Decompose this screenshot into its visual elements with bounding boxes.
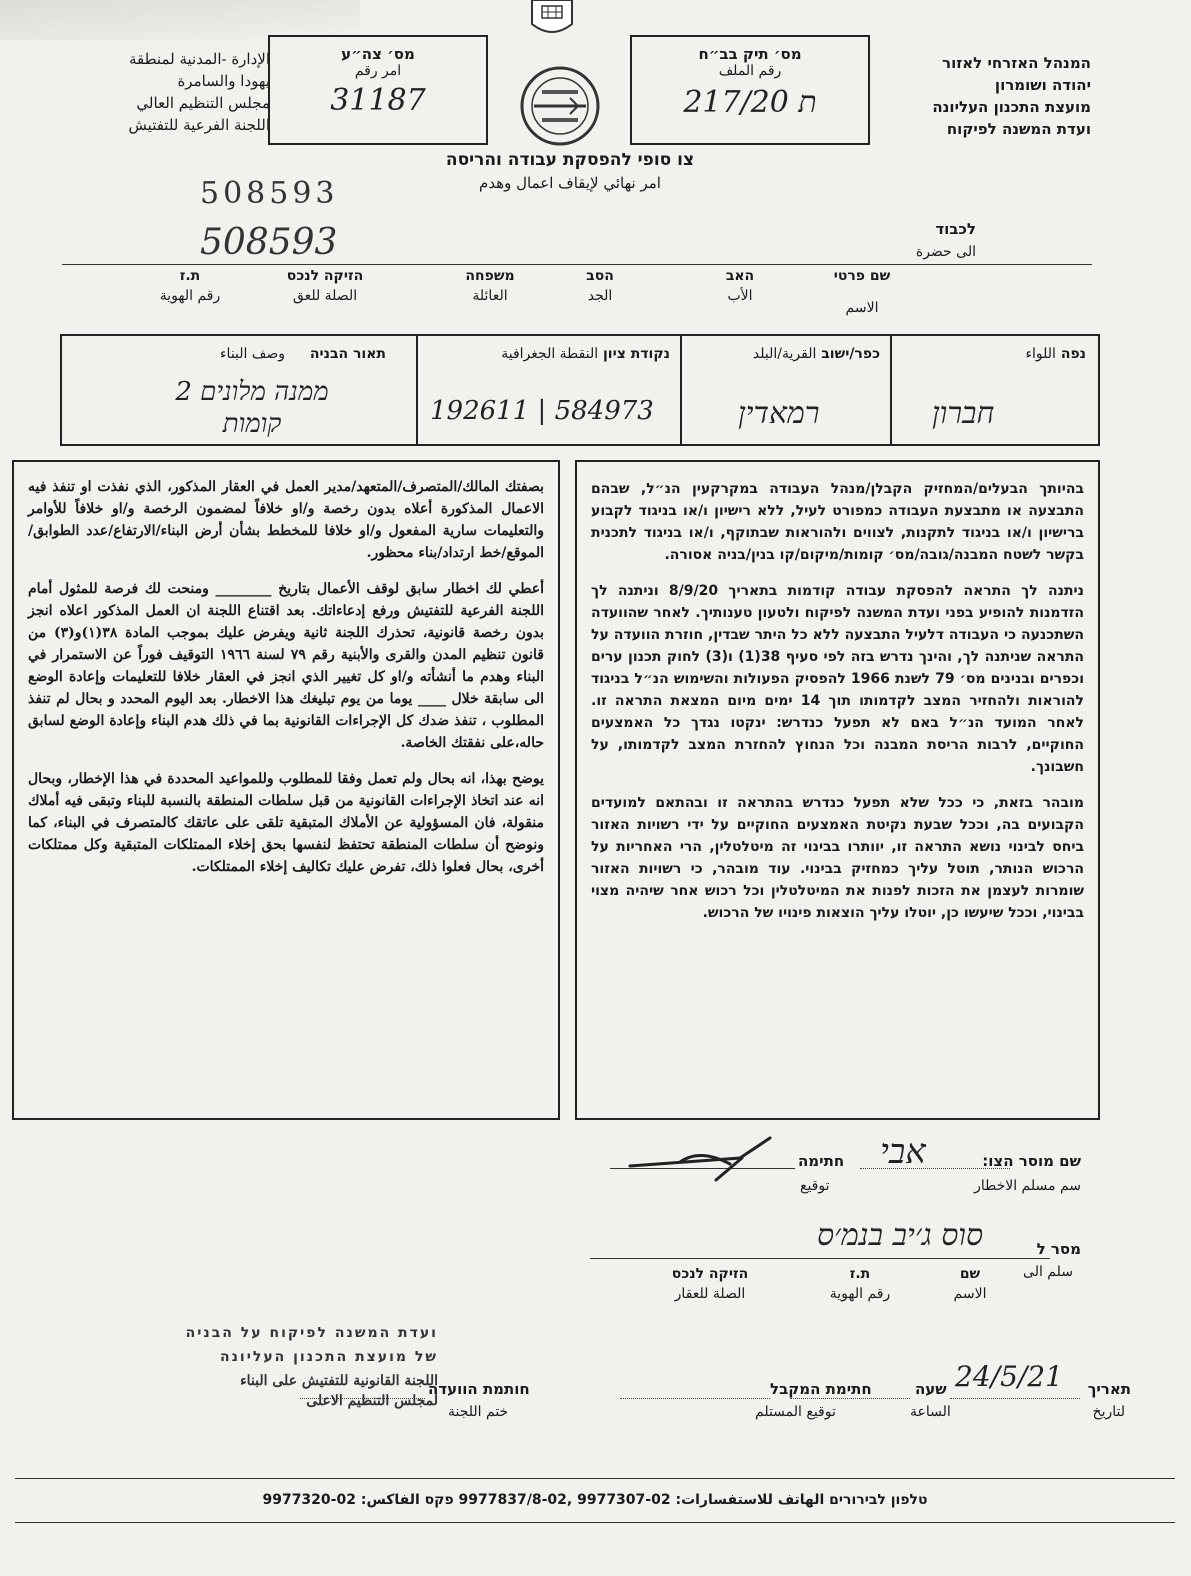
file-box-value: 217/20 ת bbox=[683, 85, 817, 120]
date-line bbox=[950, 1398, 1080, 1399]
location-col-village: כפר/ישוב القرية/البلد רמאדין bbox=[680, 336, 890, 444]
committee-stamp-label-he: חותמת הוועדה bbox=[428, 1380, 530, 1398]
body-arabic-box bbox=[12, 460, 560, 1120]
delivered-to-value: סוס ג׳יב בנמ׳ס bbox=[816, 1218, 984, 1253]
committee-stamp-he-line: ועדת המשנה לפיקוח על הבניה bbox=[185, 1325, 438, 1341]
file-box-label-he: מס׳ תיק בב״ח bbox=[698, 45, 802, 63]
body-ar-paragraph: بصفتك المالك/المتصرف/المتعهد/مدير العمل في العقار المذكور، الذي نفذت او تنفذ فيه الاعمال المذكورة أعلاه بدون رخصة و/او خلافاً لمضمون الرخصة و/او خلافاً للأوامر والتعليمات سارية المفعول و/او خلافا للمخطط بشأن أرض البناء/الارتفاع/عدد الطوابق/الموقع/خط ارتداد/بناء محظور. bbox=[28, 479, 544, 561]
footer-contact: טלפון לבירורים الهاتف للاستفسارات: 02-9977307 ,02-9977837/8 פקס الفاكس: 02-9977320 bbox=[262, 1492, 928, 1508]
header-ar-line: الإدارة -المدنية لمنطقة bbox=[128, 50, 270, 68]
header-right-hebrew bbox=[881, 52, 1091, 140]
order-box-value: 31187 bbox=[330, 83, 426, 118]
header-ar-line: يهودا والسامرة bbox=[177, 72, 270, 90]
addressee-col-grandfather: הסב الجد bbox=[586, 268, 614, 304]
addressee-col-family: משפחה العائلة bbox=[465, 268, 515, 304]
header-he-line: יהודה ושומרון bbox=[994, 76, 1091, 94]
document-title-ar: امر نهائي لإيقاف اعمال وهدم bbox=[479, 174, 661, 192]
committee-stamp-label-ar: ختم اللجنة bbox=[448, 1404, 509, 1420]
district-value: חברון bbox=[932, 396, 995, 431]
body-he-paragraph: ניתנה לך התראה להפסקת עבודה קודמות בתאריך 8/9/20 וניתנה לך הזדמנות להופיע בפני ועדת המשנה לפיקוח ולטעון טענותיך. לאחר שהוועדה השתכנעה כי העבודה דלעיל התבצעה ללא כל היתר שבדין, חוזרת הוועדה על התראה שניתנה לך, והינך נדרש בזה לפי סעיף 38(1) ו(3) לחוק תכנון ערים וכפרים ובנינים מס׳ 79 לשנת 1966 להפסיק הפעולות והשימוש הנ״ל בניגוד להוראות ולהחזיר המצב לקדמותו תוך 14 ימים מיום המצאת התראה זו. לאחר המועד הנ״ל באם לא תפעל כנדרש: ינקטו נגדך כל האמצעים החוקיים, לרבות הריסת המבנה וכל הנחוץ להחזרת המצב לקדמותו, על חשבונך. bbox=[591, 583, 1085, 775]
addressee-col-id: ת.ז رقم الهوية bbox=[159, 268, 221, 304]
body-he-paragraph: בהיותך הבעלים/המחזיק הקבלן/מנהל העבודה במקרקעין הנ״ל, שבהם התבצעה או מתבצעת העבודה כמפורט לעיל, ללא רישיון ו/או בניגוד לקבוע ברישיון ו/או בניגוד לתקנות, לצווים ולהוראות שבתוקף, ו/או בניגוד לתכנית בקשר לשטח המבנה/גובה/מס׳ קומות/מיקום/קו בנין/בניה אסורה. bbox=[591, 481, 1084, 563]
committee-stamp-he-line: של מועצת התכנון העליונה bbox=[219, 1349, 438, 1365]
torn-corner bbox=[0, 0, 360, 40]
committee-rubber-stamp bbox=[128, 1325, 438, 1435]
order-box-label-he: מס׳ צה״ע bbox=[341, 45, 415, 63]
coordinates-value: 584973 | 192611 bbox=[430, 396, 654, 426]
description-value: ממנה מלונים 2 קומות bbox=[175, 377, 329, 439]
header-he-line: מועצת התכנון העליונה bbox=[932, 98, 1091, 116]
recipient-col-relation: הזיקה לנכס الصلة للعقار bbox=[671, 1266, 749, 1302]
addressee-line bbox=[62, 264, 1092, 265]
receiver-signature-label-ar: توقيع المستلم bbox=[755, 1404, 836, 1420]
body-ar-paragraph: يوضح بهذا، انه بحال ولم تعمل وفقا للمطلوب وللمواعيد المحددة في هذا الإخطار، وبحال انه عند اتخاذ الإجراءات القانونية من قبل سلطات المنطقة بالنسبة للبناء وتبقى فيه أملاك منقولة، فان المسؤولية عن الأملاك المتبقية تلقى على عاتقك كالمتصرف في البناء، كما ونوضح أن سلطات المنطقة تحتفظ لنفسها بحق إخلاء الممتلكات المتبقية وكل ممتلكات أخرى، بحال فعلوا ذلك، تفرض عليك تكاليف إخلاء الممتلكات. bbox=[28, 771, 544, 875]
addressee-col-relation: הזיקה לנכס الصلة للعق bbox=[286, 268, 364, 304]
recipient-col-name: שם الاسم bbox=[953, 1266, 987, 1302]
signature-scribble-icon bbox=[620, 1128, 790, 1188]
addressee-to-he: לכבוד bbox=[935, 220, 976, 238]
receiver-signature-label-he: חתימת המקבל bbox=[770, 1380, 872, 1398]
village-value: רמאדין bbox=[738, 396, 820, 431]
date-value: 24/5/21 bbox=[955, 1360, 1063, 1393]
body-he-paragraph: מובהר בזאת, כי ככל שלא תפעל כנדרש בהתראה זו ובהתאם למועדים הקבועים בה, וככל שבעת נקיטת האמצעים החוקיים על ידי רשויות האזור ביחס לבינוי נושא התראה זו, יוותרו בבינוי זה מיטלטלין, הרי האחריות על הרכוש הנותר, תוטל עליך כמחזיק בבינוי. עוד מובהר, כי רשויות האזור שומרות לעצמן את הזכות לפנות את המיטלטלין וכל רכוש אחר שיהיה מצוי בבינוי, וככל שיעשו כן, יוטלו עליך הוצאות פינויו של הרכוש. bbox=[591, 795, 1084, 921]
order-box-label-ar: امر رقم bbox=[354, 63, 402, 79]
date-label-he: תאריך bbox=[1087, 1380, 1131, 1398]
header-left-arabic bbox=[90, 48, 270, 136]
delivered-to-label-he: מסר ל bbox=[1036, 1240, 1081, 1258]
header-he-line: ועדת המשנה לפיקוח bbox=[946, 120, 1091, 138]
stamp-number: 508593 bbox=[200, 176, 339, 211]
signature-label-he: חתימה bbox=[798, 1152, 845, 1170]
document-title-he: צו סופי להפסקת עבודה והריסה bbox=[445, 150, 695, 170]
delivered-to-line bbox=[590, 1258, 1050, 1259]
location-col-coordinates: נקודת ציון النقطة الجغرافية 584973 | 192611 bbox=[416, 336, 680, 444]
location-col-district: נפה اللواء חברון bbox=[890, 336, 1098, 444]
file-number-box bbox=[630, 35, 870, 145]
recipient-col-id: ת.ז رقم الهوية bbox=[829, 1266, 891, 1302]
deliverer-label-he: שם מוסר הצו: bbox=[982, 1152, 1081, 1170]
addressee-col-first-name: שם פרטי الاسم bbox=[833, 268, 891, 316]
signature-label-ar: توقيع bbox=[800, 1178, 830, 1194]
hour-label-he: שעה bbox=[915, 1380, 947, 1398]
deliverer-line bbox=[860, 1168, 1010, 1169]
emblem-icon bbox=[528, 0, 576, 38]
round-seal-icon bbox=[518, 64, 602, 148]
footer-rule bbox=[15, 1478, 1175, 1479]
date-label-ar: لتاريخ bbox=[1092, 1404, 1125, 1420]
header-he-line: המנהל האזרחי לאזור bbox=[942, 54, 1091, 72]
location-table bbox=[60, 334, 1100, 446]
stamp-number-handwritten: 508593 bbox=[200, 222, 338, 263]
header-ar-line: مجلس التنظيم العالي bbox=[136, 94, 270, 112]
deliverer-value: אבי bbox=[880, 1132, 926, 1172]
receiver-signature-line bbox=[620, 1398, 770, 1399]
location-col-description: תאור הבניה وصف البناء ממנה מלונים 2 קומות bbox=[62, 336, 416, 444]
committee-stamp-ar-line: اللجنة القانونية للتفتيش على البناء bbox=[240, 1373, 438, 1389]
order-number-box bbox=[268, 35, 488, 145]
header-ar-line: اللجنة الفرعية للتفتيش bbox=[128, 116, 270, 134]
deliverer-label-ar: سم مسلم الاخطار bbox=[974, 1178, 1081, 1194]
committee-stamp-ar-line: لمجلس التنظيم الاعلى bbox=[306, 1393, 438, 1409]
hour-label-ar: الساعة bbox=[910, 1404, 951, 1420]
addressee-col-father: האב الأب bbox=[725, 268, 755, 304]
hour-line bbox=[790, 1398, 910, 1399]
addressee-to-ar: الى حضرة bbox=[915, 244, 976, 260]
body-ar-paragraph: أعطي لك اخطار سابق لوقف الأعمال بتاريخ ________ ومنحت لك فرصة للمثول أمام اللجنة الفرعية للتفتيش ورفع إدعاءاتك. بعد اقتناع اللجنة ان العمل المذكور اعلاه انجز بدون رخصة قانونية، تحذرك اللجنة ثانية ويفرض عليك بموجب المادة ٣٨(١)و(٣) من قانون تنظيم المدن والقرى والأبنية رقم ٧٩ لسنة ١٩٦٦ التوقيف فوراً عن الاستمرار في البناء وهدم ما أنشأته و/او كل تغيير الذي انجز في العقار خلافا للتعليمات وإعادة الوضع الى سابقة خلال ____ يوما من يوم تبليغك هذا الاخطار. بعد اليوم المحدد و بحال لم تنفذ المطلوب ، تنفذ ضدك كل الإجراءات القانونية بما في ذلك هدم البناء وإعادة الوضع لسابق حاله،على نفقتك الخاصة. bbox=[28, 581, 545, 751]
body-hebrew-box bbox=[575, 460, 1100, 1120]
file-box-label-ar: رقم الملف bbox=[718, 63, 782, 79]
delivered-to-label-ar: سلم الى bbox=[1023, 1264, 1073, 1280]
footer-rule-bottom bbox=[15, 1522, 1175, 1523]
